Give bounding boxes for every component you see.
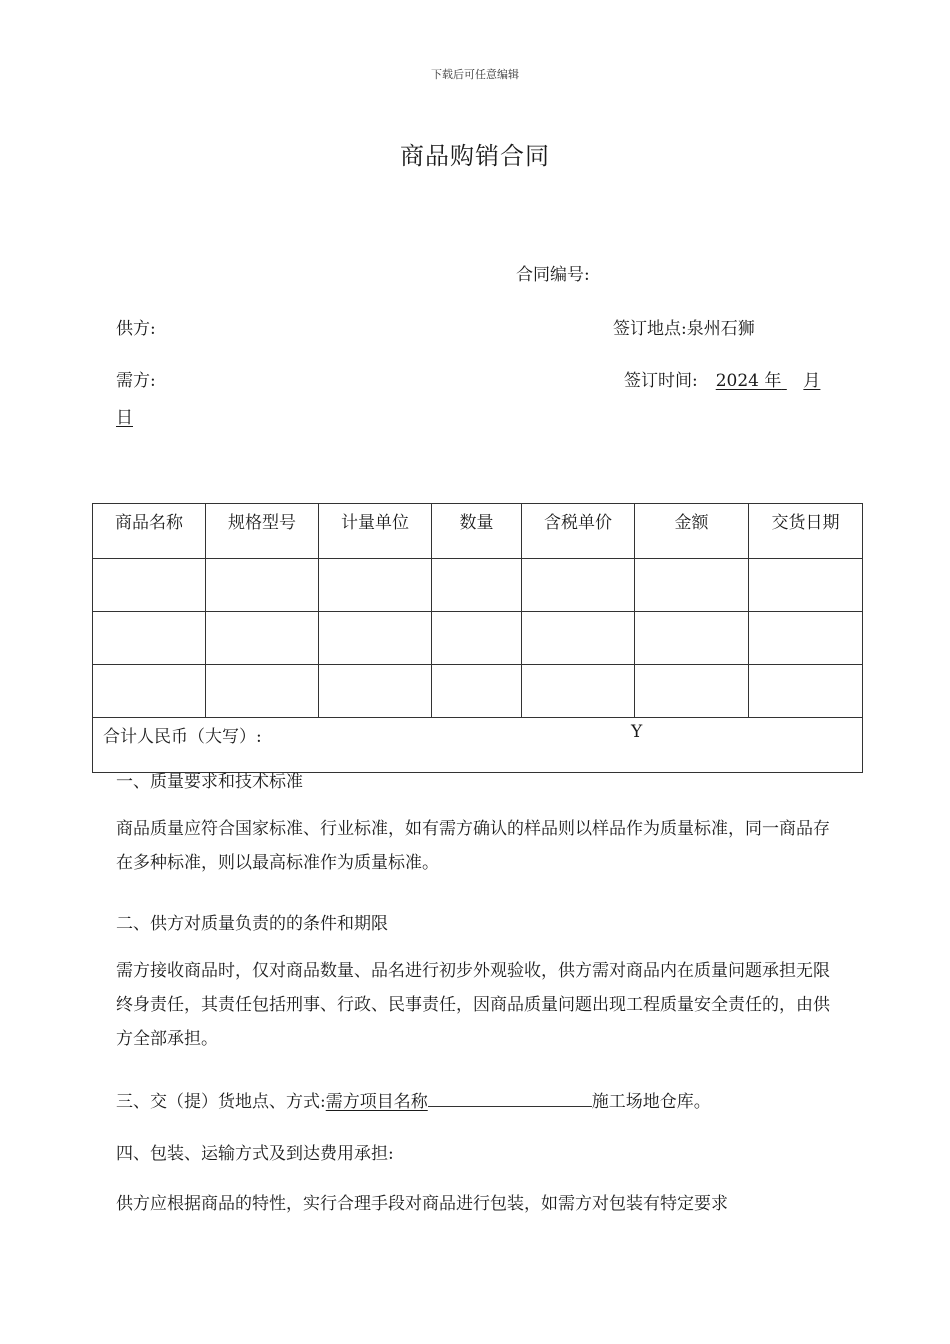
table-cell[interactable] <box>522 612 635 665</box>
header-quantity: 数量 <box>432 504 522 559</box>
sign-time-month: 月 <box>803 371 821 391</box>
header-unit: 计量单位 <box>319 504 432 559</box>
section-3 <box>116 1087 711 1112</box>
header-product-name: 商品名称 <box>93 504 206 559</box>
table-cell[interactable] <box>749 559 863 612</box>
total-row <box>93 718 863 773</box>
table-cell[interactable] <box>432 612 522 665</box>
header-note: 下载后可任意编辑 <box>431 68 519 81</box>
section-3-project-name: 需方项目名称 <box>325 1092 428 1112</box>
table-cell[interactable] <box>635 665 749 718</box>
section-1-body: 商品质量应符合国家标准、行业标准，如有需方确认的样品则以样品作为质量标准，同一商品存在多种标准，则以最高标准作为质量标准。 <box>116 819 830 873</box>
supplier-label: 供方: <box>116 319 156 339</box>
table-row <box>93 612 863 665</box>
table-cell[interactable] <box>432 559 522 612</box>
header-spec-model: 规格型号 <box>206 504 319 559</box>
section-2-title: 二、供方对质量负责的的条件和期限 <box>116 914 388 934</box>
table-cell[interactable] <box>206 559 319 612</box>
total-cell <box>93 718 863 773</box>
sign-place-label: 签订地点: <box>613 319 687 339</box>
section-2-body: 需方接收商品时，仅对商品数量、品名进行初步外观验收，供方需对商品内在质量问题承担无限终身责任，其责任包括刑事、行政、民事责任，因商品质量问题出现工程质量安全责任的，由供方全部承担。 <box>116 961 830 1049</box>
project-blank-line <box>428 1088 592 1107</box>
section-4-body: 供方应根据商品的特性，实行合理手段对商品进行包装，如需方对包装有特定要求 <box>116 1194 728 1214</box>
section-1-title: 一、质量要求和技术标准 <box>116 772 303 792</box>
sign-time-day: 日 <box>116 408 133 428</box>
table-row <box>93 559 863 612</box>
currency-symbol: Y <box>631 722 643 742</box>
sign-time-label: 签订时间: <box>624 371 698 391</box>
sign-place-value: 泉州石狮 <box>686 319 755 339</box>
table-cell[interactable] <box>93 559 206 612</box>
buyer-label: 需方: <box>116 371 156 391</box>
table-cell[interactable] <box>749 665 863 718</box>
header-delivery-date: 交货日期 <box>749 504 863 559</box>
table-cell[interactable] <box>319 559 432 612</box>
table-cell[interactable] <box>319 665 432 718</box>
table-cell[interactable] <box>522 559 635 612</box>
table-cell[interactable] <box>635 612 749 665</box>
sign-time <box>624 366 820 391</box>
table-cell[interactable] <box>93 665 206 718</box>
table-cell[interactable] <box>522 665 635 718</box>
sign-time-year: 2024 年 <box>715 371 782 391</box>
table-cell[interactable] <box>749 612 863 665</box>
header-unit-price: 含税单价 <box>522 504 635 559</box>
section-4-title: 四、包装、运输方式及到达费用承担: <box>116 1144 394 1164</box>
sign-place <box>613 314 755 339</box>
total-label: 合计人民币（大写）: <box>103 727 262 747</box>
document-title: 商品购销合同 <box>400 142 550 170</box>
table-cell[interactable] <box>432 665 522 718</box>
section-3-suffix: 施工场地仓库。 <box>591 1092 711 1112</box>
table-row <box>93 665 863 718</box>
table-cell[interactable] <box>319 612 432 665</box>
contract-number-label: 合同编号: <box>516 265 590 285</box>
table-cell[interactable] <box>635 559 749 612</box>
section-3-prefix: 三、交（提）货地点、方式: <box>116 1092 326 1112</box>
table-cell[interactable] <box>206 612 319 665</box>
table-cell[interactable] <box>206 665 319 718</box>
header-amount: 金额 <box>635 504 749 559</box>
goods-table <box>92 503 863 773</box>
table-cell[interactable] <box>93 612 206 665</box>
